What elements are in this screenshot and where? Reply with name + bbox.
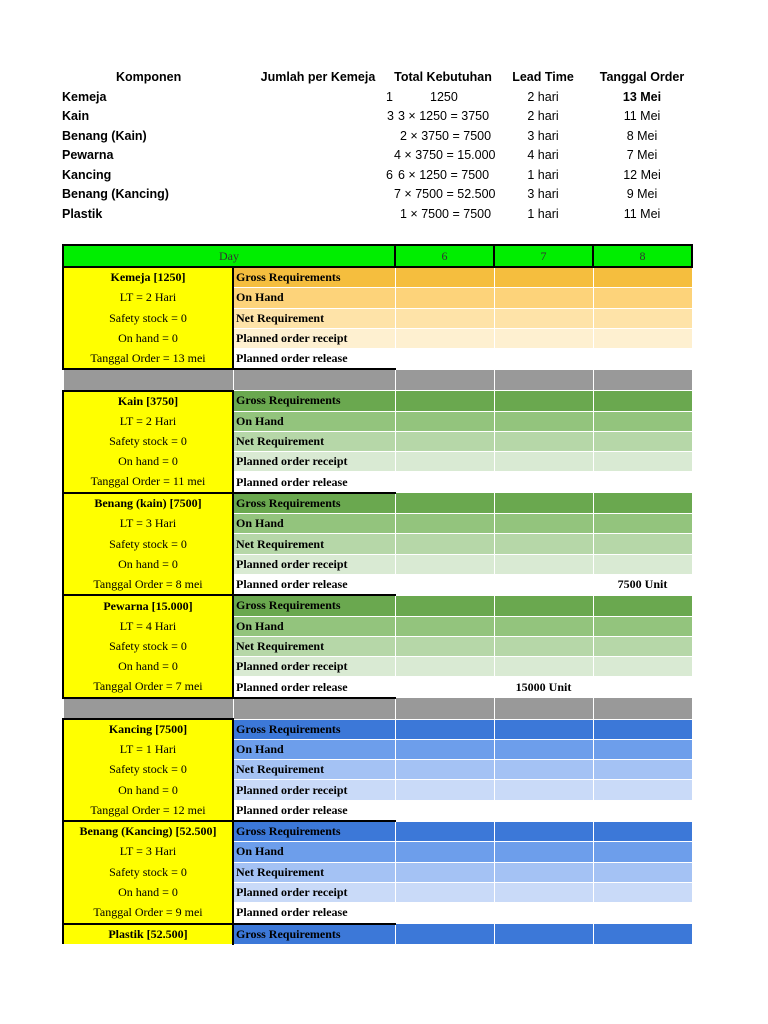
cell <box>494 493 593 514</box>
cell <box>593 267 692 288</box>
total-cell: 7 × 7500 = 52.500 <box>394 187 496 201</box>
cell <box>593 431 692 451</box>
cell <box>494 349 593 370</box>
cell <box>494 288 593 308</box>
row-label: Gross Requirements <box>233 821 395 842</box>
cell <box>494 595 593 616</box>
mrp-header-row <box>63 245 692 267</box>
table-row <box>63 780 692 800</box>
item-to: Tanggal Order = 9 mei <box>63 903 233 924</box>
cell <box>593 780 692 800</box>
summary-row <box>62 146 702 166</box>
total-cell: 4 × 3750 = 15.000 <box>394 148 496 162</box>
item-ss: Safety stock = 0 <box>63 862 233 882</box>
komponen-cell: Benang (Kain) <box>62 128 147 143</box>
cell <box>395 760 494 780</box>
table-row <box>63 595 692 616</box>
header-lead: Lead Time <box>512 70 574 84</box>
row-label: Gross Requirements <box>233 595 395 616</box>
summary-header <box>62 68 702 88</box>
item-to: Tanggal Order = 11 mei <box>63 472 233 493</box>
item-ss: Safety stock = 0 <box>63 760 233 780</box>
table-row <box>63 431 692 451</box>
cell <box>395 616 494 636</box>
table-row <box>63 411 692 431</box>
cell <box>494 328 593 348</box>
cell <box>593 924 692 945</box>
cell <box>593 452 692 472</box>
cell <box>395 308 494 328</box>
cell <box>593 616 692 636</box>
table-row <box>63 267 692 288</box>
separator-cell <box>593 369 692 390</box>
row-label: Planned order receipt <box>233 657 395 677</box>
item-lt: LT = 3 Hari <box>63 514 233 534</box>
header-day-7: 7 <box>494 245 593 267</box>
header-total: Total Kebutuhan <box>394 70 492 84</box>
table-row <box>63 821 692 842</box>
table-row <box>63 288 692 308</box>
item-lt: LT = 3 Hari <box>63 842 233 862</box>
cell <box>494 554 593 574</box>
separator-cell <box>494 698 593 719</box>
cell <box>494 452 593 472</box>
cell <box>593 739 692 759</box>
table-row <box>63 924 692 945</box>
cell <box>395 636 494 656</box>
cell <box>494 308 593 328</box>
row-label: Net Requirement <box>233 308 395 328</box>
cell <box>593 800 692 821</box>
item-oh: On hand = 0 <box>63 554 233 574</box>
cell <box>395 411 494 431</box>
cell <box>395 842 494 862</box>
komponen-cell: Kemeja <box>62 89 107 104</box>
row-label: Planned order release <box>233 800 395 821</box>
total-cell: 2 × 3750 = 7500 <box>400 128 492 143</box>
cell <box>593 534 692 554</box>
row-label: Planned order release <box>233 574 395 595</box>
komponen-cell: Benang (Kancing) <box>62 187 169 201</box>
tanggal-cell: 12 Mei <box>623 167 661 182</box>
table-row <box>63 657 692 677</box>
row-label: Planned order receipt <box>233 328 395 348</box>
cell <box>593 636 692 656</box>
row-label: Net Requirement <box>233 534 395 554</box>
summary-row <box>62 205 702 225</box>
cell <box>494 431 593 451</box>
cell <box>593 862 692 882</box>
komponen-cell: Pewarna <box>62 148 114 162</box>
summary-row <box>62 166 702 186</box>
row-label: Net Requirement <box>233 862 395 882</box>
row-label: On Hand <box>233 288 395 308</box>
summary-table <box>62 68 702 224</box>
row-label: Net Requirement <box>233 760 395 780</box>
lead-cell: 1 hari <box>527 206 559 221</box>
row-label: Gross Requirements <box>233 267 395 288</box>
row-label: Planned order receipt <box>233 780 395 800</box>
cell <box>395 719 494 739</box>
cell <box>494 842 593 862</box>
total-cell: 3 × 1250 = 3750 <box>398 109 490 123</box>
jumlah-cell: 3 <box>387 109 394 123</box>
cell <box>593 595 692 616</box>
row-label: Gross Requirements <box>233 924 395 945</box>
cell <box>494 472 593 493</box>
cell <box>395 739 494 759</box>
item-to: Tanggal Order = 13 mei <box>63 349 233 370</box>
row-label: Planned order release <box>233 677 395 698</box>
summary-row <box>62 107 702 127</box>
item-title: Benang (kain) [7500] <box>63 493 233 514</box>
komponen-cell: Kain <box>62 109 90 123</box>
header-day-6: 6 <box>395 245 494 267</box>
item-oh: On hand = 0 <box>63 452 233 472</box>
cell <box>395 452 494 472</box>
release-value: 15000 Unit <box>494 677 593 698</box>
row-label: On Hand <box>233 842 395 862</box>
row-label: On Hand <box>233 739 395 759</box>
lead-cell: 2 hari <box>527 89 559 104</box>
tanggal-cell: 9 Mei <box>626 187 658 201</box>
item-oh: On hand = 0 <box>63 780 233 800</box>
cell <box>395 677 494 698</box>
cell <box>593 349 692 370</box>
cell <box>593 328 692 348</box>
cell <box>395 780 494 800</box>
item-ss: Safety stock = 0 <box>63 636 233 656</box>
cell <box>494 391 593 411</box>
item-ss: Safety stock = 0 <box>63 308 233 328</box>
cell <box>494 780 593 800</box>
cell <box>494 411 593 431</box>
item-title: Plastik [52.500] <box>63 924 233 945</box>
item-oh: On hand = 0 <box>63 328 233 348</box>
item-oh: On hand = 0 <box>63 657 233 677</box>
cell <box>395 882 494 902</box>
cell <box>395 431 494 451</box>
separator-row <box>63 698 692 719</box>
lead-cell: 4 hari <box>527 148 559 162</box>
cell <box>494 636 593 656</box>
item-ss: Safety stock = 0 <box>63 534 233 554</box>
cell <box>593 472 692 493</box>
table-row <box>63 472 692 493</box>
row-label: Net Requirement <box>233 431 395 451</box>
tanggal-cell: 11 Mei <box>623 206 661 221</box>
header-day: Day <box>63 245 395 267</box>
cell <box>395 349 494 370</box>
row-label: Net Requirement <box>233 636 395 656</box>
cell <box>395 862 494 882</box>
cell <box>395 554 494 574</box>
cell <box>494 903 593 924</box>
separator-row <box>63 369 692 390</box>
table-row <box>63 328 692 348</box>
table-row <box>63 391 692 411</box>
lead-cell: 3 hari <box>527 128 559 143</box>
item-to: Tanggal Order = 12 mei <box>63 800 233 821</box>
summary-row <box>62 127 702 147</box>
cell <box>494 739 593 759</box>
cell <box>593 657 692 677</box>
jumlah-cell: 6 <box>386 167 393 182</box>
cell <box>395 534 494 554</box>
cell <box>395 821 494 842</box>
table-row <box>63 349 692 370</box>
cell <box>395 391 494 411</box>
cell <box>395 595 494 616</box>
lead-cell: 3 hari <box>527 187 559 201</box>
item-title: Kemeja [1250] <box>63 267 233 288</box>
cell <box>494 657 593 677</box>
separator-cell <box>233 369 395 390</box>
cell <box>494 534 593 554</box>
cell <box>593 903 692 924</box>
row-label: Planned order release <box>233 903 395 924</box>
row-label: Planned order receipt <box>233 452 395 472</box>
separator-cell <box>233 698 395 719</box>
cell <box>395 472 494 493</box>
total-cell: 6 × 1250 = 7500 <box>398 167 490 182</box>
table-row <box>63 800 692 821</box>
header-tanggal: Tanggal Order <box>599 70 685 84</box>
row-label: Gross Requirements <box>233 391 395 411</box>
cell <box>494 882 593 902</box>
item-title: Kain [3750] <box>63 391 233 411</box>
cell <box>593 760 692 780</box>
table-row <box>63 514 692 534</box>
item-ss: Safety stock = 0 <box>63 431 233 451</box>
cell <box>593 554 692 574</box>
item-lt: LT = 1 Hari <box>63 739 233 759</box>
separator-cell <box>593 698 692 719</box>
cell <box>593 308 692 328</box>
table-row <box>63 554 692 574</box>
cell <box>395 328 494 348</box>
cell <box>494 514 593 534</box>
table-row <box>63 739 692 759</box>
mrp-table <box>62 244 693 945</box>
item-lt: LT = 4 Hari <box>63 616 233 636</box>
release-value: 7500 Unit <box>593 574 692 595</box>
cell <box>593 821 692 842</box>
cell <box>395 800 494 821</box>
cell <box>494 924 593 945</box>
cell <box>593 882 692 902</box>
lead-cell: 1 hari <box>527 167 559 182</box>
cell <box>593 391 692 411</box>
tanggal-cell: 8 Mei <box>626 128 658 143</box>
cell <box>593 842 692 862</box>
cell <box>494 821 593 842</box>
summary-row <box>62 88 702 108</box>
cell <box>593 719 692 739</box>
cell <box>593 411 692 431</box>
item-to: Tanggal Order = 7 mei <box>63 677 233 698</box>
cell <box>593 677 692 698</box>
separator-cell <box>63 698 233 719</box>
item-title: Pewarna [15.000] <box>63 595 233 616</box>
cell <box>494 574 593 595</box>
item-title: Kancing [7500] <box>63 719 233 739</box>
tanggal-cell: 11 Mei <box>623 109 661 123</box>
total-cell: 1 × 7500 = 7500 <box>400 206 492 221</box>
total-cell: 1250 <box>430 89 458 104</box>
cell <box>494 267 593 288</box>
table-row <box>63 719 692 739</box>
cell <box>593 493 692 514</box>
header-komponen: Komponen <box>116 70 182 84</box>
row-label: Planned order release <box>233 349 395 370</box>
table-row <box>63 308 692 328</box>
lead-cell: 2 hari <box>527 109 559 123</box>
item-lt: LT = 2 Hari <box>63 288 233 308</box>
row-label: Gross Requirements <box>233 719 395 739</box>
table-row <box>63 760 692 780</box>
row-label: Gross Requirements <box>233 493 395 514</box>
tanggal-cell: 7 Mei <box>626 148 658 162</box>
table-row <box>63 452 692 472</box>
table-row <box>63 574 692 595</box>
cell <box>395 514 494 534</box>
cell <box>395 574 494 595</box>
item-oh: On hand = 0 <box>63 882 233 902</box>
summary-row <box>62 185 702 205</box>
table-row <box>63 862 692 882</box>
cell <box>494 719 593 739</box>
row-label: On Hand <box>233 616 395 636</box>
header-day-8: 8 <box>593 245 692 267</box>
item-to: Tanggal Order = 8 mei <box>63 574 233 595</box>
cell <box>593 514 692 534</box>
cell <box>395 288 494 308</box>
row-label: Planned order release <box>233 472 395 493</box>
cell <box>494 862 593 882</box>
cell <box>395 924 494 945</box>
cell <box>395 657 494 677</box>
item-title: Benang (Kancing) [52.500] <box>63 821 233 842</box>
row-label: On Hand <box>233 514 395 534</box>
komponen-cell: Kancing <box>62 167 112 182</box>
cell <box>494 616 593 636</box>
komponen-cell: Plastik <box>62 206 103 221</box>
row-label: On Hand <box>233 411 395 431</box>
table-row <box>63 616 692 636</box>
item-lt: LT = 2 Hari <box>63 411 233 431</box>
table-row <box>63 636 692 656</box>
tanggal-cell: 13 Mei <box>622 89 662 104</box>
table-row <box>63 882 692 902</box>
table-row <box>63 534 692 554</box>
table-row <box>63 903 692 924</box>
cell <box>395 903 494 924</box>
table-row <box>63 493 692 514</box>
table-row <box>63 677 692 698</box>
separator-cell <box>395 369 494 390</box>
cell <box>494 800 593 821</box>
cell <box>395 493 494 514</box>
row-label: Planned order receipt <box>233 554 395 574</box>
separator-cell <box>494 369 593 390</box>
separator-cell <box>63 369 233 390</box>
separator-cell <box>395 698 494 719</box>
cell <box>494 760 593 780</box>
cell <box>593 288 692 308</box>
cell <box>395 267 494 288</box>
table-row <box>63 842 692 862</box>
header-jumlah: Jumlah per Kemeja <box>260 70 376 84</box>
row-label: Planned order receipt <box>233 882 395 902</box>
jumlah-cell: 1 <box>386 89 393 104</box>
